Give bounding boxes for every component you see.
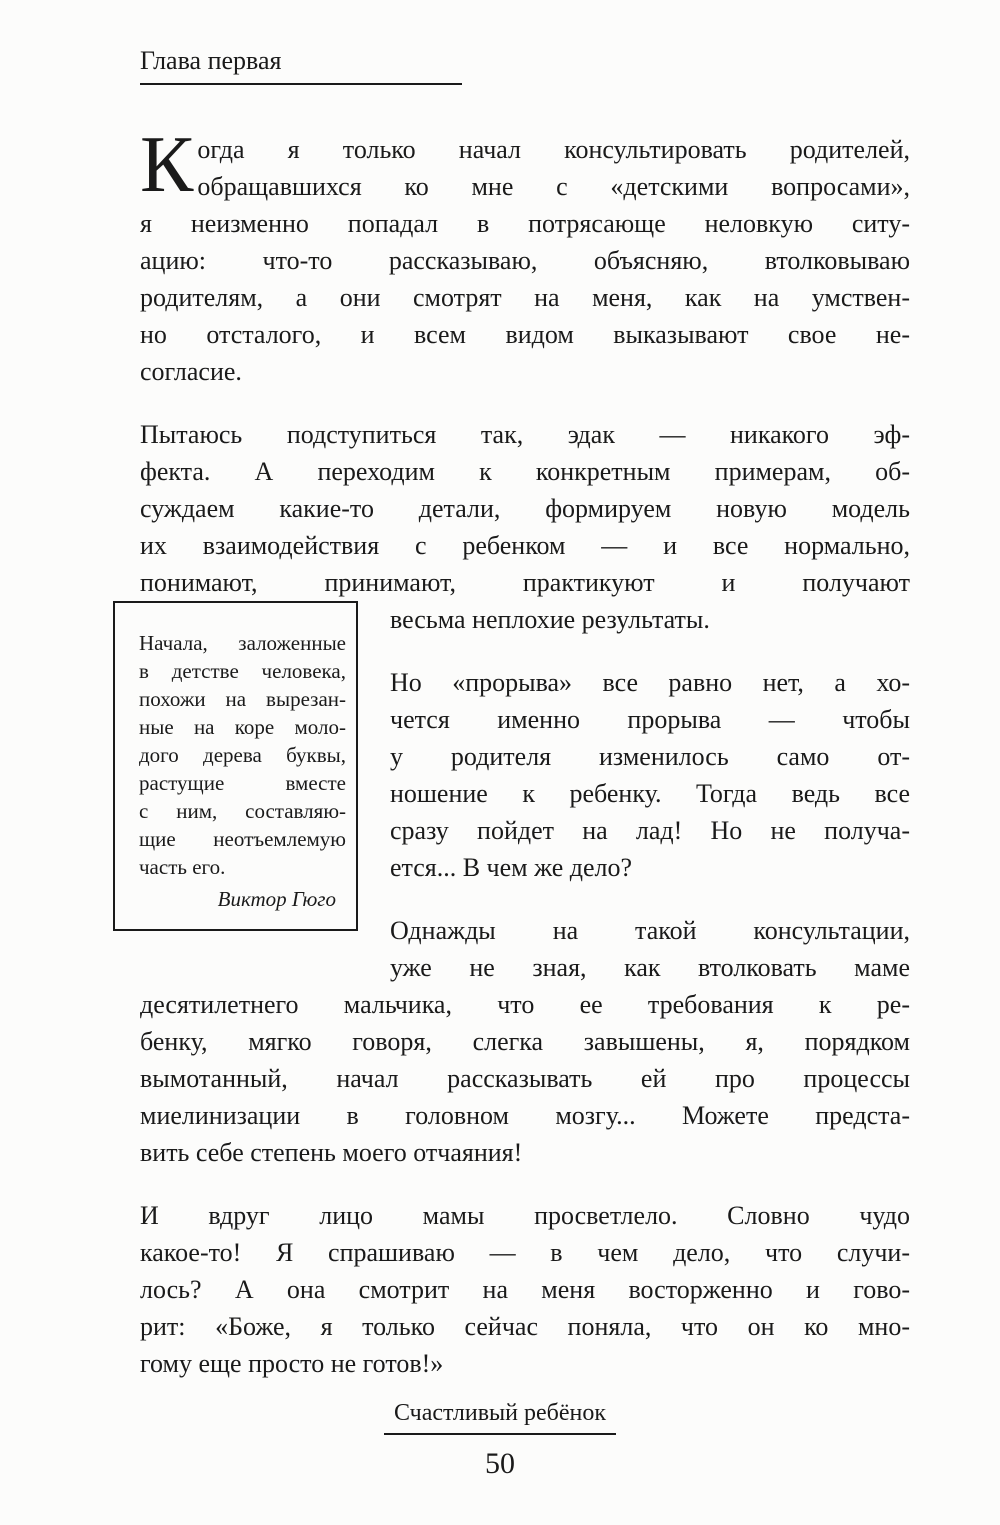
text-line: гому еще просто не готов!» [140, 1349, 444, 1378]
quote-box [113, 601, 358, 931]
quote-line: ные на коре моло- [139, 715, 346, 739]
text-line: вить себе степень моего отчаяния! [140, 1138, 523, 1167]
chapter-title: Глава первая [140, 46, 282, 75]
text-line: родителям, а они смотрят на меня, как на умствен- [140, 283, 910, 312]
text-line: понимают, принимают, практикуют и получают [140, 568, 910, 597]
page-number: 50 [485, 1447, 515, 1480]
paragraph-1-lines [140, 121, 910, 390]
text-line: сразу пойдет на лад! Но не получа- [390, 816, 910, 845]
text-line: ацию: что-то рассказываю, объясняю, втолковываю [140, 246, 910, 275]
dropcap-letter: К [140, 121, 194, 209]
quote-line: часть его. [139, 855, 226, 879]
text-line: Пытаюсь подступиться так, эдак — никакого эф- [140, 420, 910, 449]
text-line: бенку, мягко говоря, слегка завышены, я, порядком [140, 1027, 910, 1056]
text-line: их взаимодействия с ребенком — и все нормально, [140, 531, 910, 560]
running-footer [0, 1398, 1000, 1481]
book-title: Счастливый ребёнок [384, 1398, 616, 1435]
quote-line: с ним, составляю- [139, 799, 346, 823]
text-line: согласие. [140, 357, 242, 386]
text-line: обращавшихся ко мне с «детскими вопросами», [197, 172, 910, 201]
text-line: десятилетнего мальчика, что ее требования к ре- [140, 990, 910, 1019]
quote-line: Начала, заложенные [139, 631, 346, 655]
quote-line: щие неотъемлемую [139, 827, 346, 851]
quote-line: похожи на вырезан- [139, 687, 346, 711]
quote-box-lines [139, 629, 346, 881]
paragraph-5 [140, 1197, 910, 1382]
chapter-header [140, 46, 462, 85]
text-line: рит: «Боже, я только сейчас поняла, что он ко мно- [140, 1312, 910, 1341]
text-line: но отсталого, и всем видом выказывают свое не- [140, 320, 910, 349]
text-line: ношение к ребенку. Тогда ведь все [390, 779, 910, 808]
text-line: у родителя изменилось само от- [390, 742, 910, 771]
text-line: Но «прорыва» все равно нет, а хо- [390, 668, 910, 697]
text-line: весьма неплохие результаты. [390, 605, 710, 634]
quote-line: в детстве человека, [139, 659, 346, 683]
text-line: огда я только начал консультировать родителей, [197, 135, 910, 164]
text-line: ется... В чем же дело? [390, 853, 633, 882]
paragraph-1 [140, 121, 910, 390]
quote-line: растущие вместе [139, 771, 346, 795]
paragraph-4 [140, 912, 910, 1171]
text-line: уже не зная, как втолковать маме [390, 953, 910, 982]
text-line: лось? А она смотрит на меня восторженно и гово- [140, 1275, 910, 1304]
text-line: миелинизации в головном мозгу... Можете предста- [140, 1101, 910, 1130]
text-line: вымотанный, начал рассказывать ей про процессы [140, 1064, 910, 1093]
text-line: фекта. А переходим к конкретным примерам, об- [140, 457, 910, 486]
text-line: я неизменно попадал в потрясающе неловкую ситу- [140, 209, 910, 238]
text-line: Однажды на такой консультации, [390, 916, 910, 945]
text-line: суждаем какие-то детали, формируем новую модель [140, 494, 910, 523]
text-line: чется именно прорыва — чтобы [390, 705, 910, 734]
paragraph-2 [140, 416, 910, 601]
text-line: какое-то! Я спрашиваю — в чем дело, что случи- [140, 1238, 910, 1267]
text-block [140, 46, 910, 1408]
quote-attribution: Виктор Гюго [217, 887, 336, 911]
text-line: И вдруг лицо мамы просветлело. Словно чудо [140, 1201, 910, 1230]
quote-line: дого дерева буквы, [139, 743, 346, 767]
